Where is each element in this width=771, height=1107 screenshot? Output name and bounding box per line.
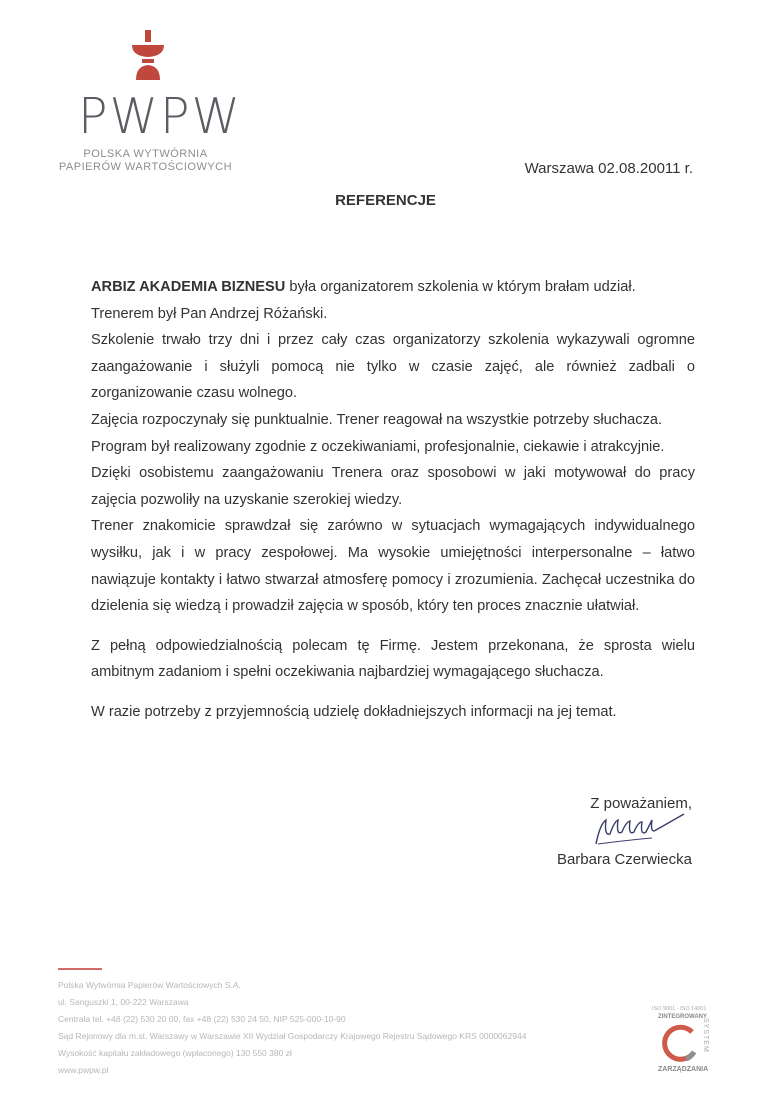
paragraph-trainer: Trenerem był Pan Andrzej Różański. — [91, 305, 328, 322]
paragraph-contact: W razie potrzeby z przyjemnością udzielę dokładniejszych informacji na jej temat. — [91, 703, 617, 720]
footer-line: Polska Wytwórnia Papierów Wartościowych S.A. — [58, 980, 241, 990]
footer-line: Sąd Rejonowy dla m.st. Warszawy w Warszawie XII Wydział Gospodarczy Krajowego Rejestru Sądowego KRS 0000062944 — [58, 1031, 527, 1041]
letter-title: REFERENCJE — [335, 192, 436, 209]
signer-name: Barbara Czerwiecka — [556, 851, 692, 868]
paragraph-knowledge: Dzięki osobistemu zaangażowaniu Trenera oraz sposobowi w jaki motywował do pracy zajęcia pozwoliły na uzyskanie szerokiej wiedzy. — [91, 465, 695, 508]
paragraph-recommendation: Z pełną odpowiedzialnością polecam tę Firmę. Jestem przekonana, że sprosta wielu ambitnym zadaniom i spełni oczekiwania najbardziej wymagającego słuchacza. — [91, 637, 695, 681]
cert-standards: ISO 9001 · ISO 14001 — [652, 1006, 707, 1012]
paragraph-punctuality: Zajęcia rozpoczynały się punktualnie. Trener reagował na wszystkie potrzeby słuchacza. — [91, 411, 663, 428]
logo-subtitle-line1: POLSKA WYTWÓRNIA — [83, 148, 208, 160]
pwpw-emblem-icon — [128, 30, 168, 82]
cert-label: ZINTEGROWANY — [658, 1014, 707, 1020]
logo-subtitle-line2: PAPIERÓW WARTOŚCIOWYCH — [58, 161, 233, 173]
paragraph-trainer-skills: Trener znakomicie sprawdzał się zarówno w sytuacjach wymagających indywidualnego wysiłku, jak i w pracy zespołowej. Ma wysokie umiejętności interpersonalne – łatwo nawiązuje kontakty i łatwo stwarzał atmosferę pomocy i zrozumienia. Zachęcał uczestnika do dzielenia się wiedzą i prowadził zajęcia w sposób, który ten proces znacznie ułatwiał. — [91, 518, 695, 615]
cert-bottom-label: ZARZĄDZANIA — [658, 1066, 709, 1073]
footer-website: www.pwpw.pl — [58, 1065, 109, 1075]
logo-wordmark: PWPW — [78, 88, 242, 145]
handwritten-signature — [588, 810, 688, 852]
footer-divider — [58, 968, 102, 970]
certification-ring-icon — [658, 1024, 700, 1064]
paragraph-training: Szkolenie trwało trzy dni i przez cały czas organizatorzy szkolenia wykazywali ogromne zaangażowanie i służyli pomocą nie tylko w czasie zajęć, ale również zadbali o zorganizowanie czasu wolnego. — [91, 332, 695, 402]
footer-company-details — [58, 977, 526, 1079]
organizer-name: ARBIZ AKADEMIA BIZNESU — [91, 279, 286, 295]
footer-line: ul. Sanguszki 1, 00-222 Warszawa — [58, 997, 189, 1007]
letter-date: Warszawa 02.08.20011 r. — [524, 160, 693, 177]
footer-line: Wysokość kapitału zakładowego (wpłaconego) 130 550 380 zł — [58, 1048, 292, 1058]
paragraph-organizer: ARBIZ AKADEMIA BIZNESU była organizatorem szkolenia w którym brałam udział. — [91, 279, 636, 295]
footer-line: Centrala tel. +48 (22) 530 20 00, fax +48 (22) 530 24 50, NIP 525-000-10-90 — [58, 1014, 346, 1024]
closing-phrase: Z poważaniem, — [590, 795, 692, 812]
certification-badge — [652, 1000, 724, 1076]
paragraph-program: Program był realizowany zgodnie z oczekiwaniami, profesjonalnie, ciekawie i atrakcyjnie. — [91, 438, 665, 455]
letter-body — [91, 274, 695, 726]
cert-side-label: SYSTEM — [702, 1018, 709, 1053]
